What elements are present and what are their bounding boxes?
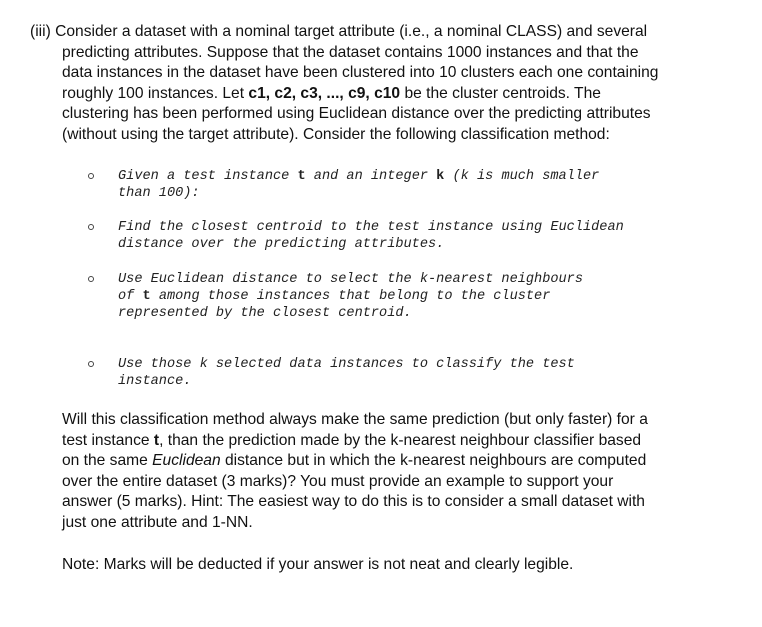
question-text: test instance bbox=[62, 431, 154, 449]
question-line bbox=[62, 472, 722, 493]
step-text-span: (k is much smaller bbox=[444, 169, 600, 184]
centroid-names: c1, c2, c3, ..., c9, c10 bbox=[248, 84, 401, 102]
intro-text: be the cluster centroids. The bbox=[400, 84, 601, 102]
var-k: k bbox=[436, 169, 445, 184]
step-line bbox=[118, 185, 718, 202]
note-line: Note: Marks will be deducted if your answer is not neat and clearly legible. bbox=[62, 556, 574, 573]
intro-line bbox=[30, 125, 720, 146]
step-line bbox=[118, 168, 718, 185]
question-line bbox=[62, 513, 722, 534]
question-line bbox=[62, 431, 722, 452]
step-line bbox=[118, 373, 718, 390]
hollow-bullet-icon bbox=[88, 224, 94, 230]
intro-text: (iii) Consider a dataset with a nominal target attribute (i.e., a nominal CLASS) and several bbox=[30, 23, 648, 40]
step-text-span: represented by the closest centroid. bbox=[118, 306, 412, 322]
intro-line bbox=[30, 22, 720, 43]
question-text: , than the prediction made by the k-nearest neighbour classifier based bbox=[159, 431, 642, 449]
step-text bbox=[118, 219, 718, 253]
var-t: t bbox=[153, 431, 160, 449]
step-text bbox=[118, 356, 718, 390]
question-intro bbox=[30, 22, 720, 146]
step-text bbox=[118, 168, 718, 202]
step-text-span: than 100): bbox=[118, 186, 200, 202]
intro-line bbox=[30, 43, 720, 64]
var-t: t bbox=[142, 289, 151, 305]
intro-text: roughly 100 instances. Let bbox=[62, 84, 249, 102]
step-line bbox=[118, 236, 718, 253]
intro-text: predicting attributes. Suppose that the dataset contains 1000 instances and that the bbox=[62, 43, 639, 61]
intro-line bbox=[30, 63, 720, 84]
step-text-span: of bbox=[118, 289, 143, 305]
hollow-bullet-icon bbox=[88, 173, 94, 179]
step-text-span: instance. bbox=[118, 374, 192, 390]
intro-line bbox=[30, 84, 720, 105]
step-text bbox=[118, 271, 718, 323]
question-text: just one attribute and 1-NN. bbox=[62, 513, 253, 531]
question-paragraph bbox=[62, 410, 722, 534]
question-text: over the entire dataset (3 marks)? You must provide an example to support your bbox=[62, 472, 614, 490]
question-text: Will this classification method always make the same prediction (but only faster) for a bbox=[62, 411, 648, 428]
hollow-bullet-icon bbox=[88, 361, 94, 367]
question-line bbox=[62, 410, 722, 431]
step-line bbox=[118, 271, 718, 288]
step-text-span: Find the closest centroid to the test instance using Euclidean bbox=[118, 220, 624, 235]
step-text-span: distance over the predicting attributes. bbox=[118, 237, 445, 253]
question-line bbox=[62, 492, 722, 513]
hollow-bullet-icon bbox=[88, 276, 94, 282]
step-text-span: and an integer bbox=[305, 169, 437, 184]
step-line bbox=[118, 356, 718, 373]
euclidean-emphasis: Euclidean bbox=[152, 452, 221, 470]
intro-text: clustering has been performed using Euclidean distance over the predicting attributes bbox=[62, 105, 651, 123]
intro-line bbox=[30, 104, 720, 125]
question-text: on the same bbox=[62, 452, 153, 470]
step-line bbox=[118, 305, 718, 322]
question-text: answer (5 marks). Hint: The easiest way to do this is to consider a small dataset with bbox=[62, 493, 645, 511]
var-t: t bbox=[297, 169, 306, 184]
step-text-span: Use those k selected data instances to classify the test bbox=[118, 357, 575, 372]
step-text-span: among those instances that belong to the cluster bbox=[150, 289, 551, 305]
intro-text: data instances in the dataset have been clustered into 10 clusters each one containing bbox=[62, 64, 659, 82]
note-paragraph bbox=[62, 555, 722, 576]
intro-text: (without using the target attribute). Consider the following classification method: bbox=[62, 125, 610, 143]
step-line bbox=[118, 219, 718, 236]
step-line bbox=[118, 288, 718, 305]
question-line bbox=[62, 451, 722, 472]
step-text-span: Use Euclidean distance to select the k-nearest neighbours bbox=[118, 272, 583, 287]
step-text-span: Given a test instance bbox=[118, 169, 298, 184]
question-text: distance but in which the k-nearest neighbours are computed bbox=[220, 452, 647, 470]
